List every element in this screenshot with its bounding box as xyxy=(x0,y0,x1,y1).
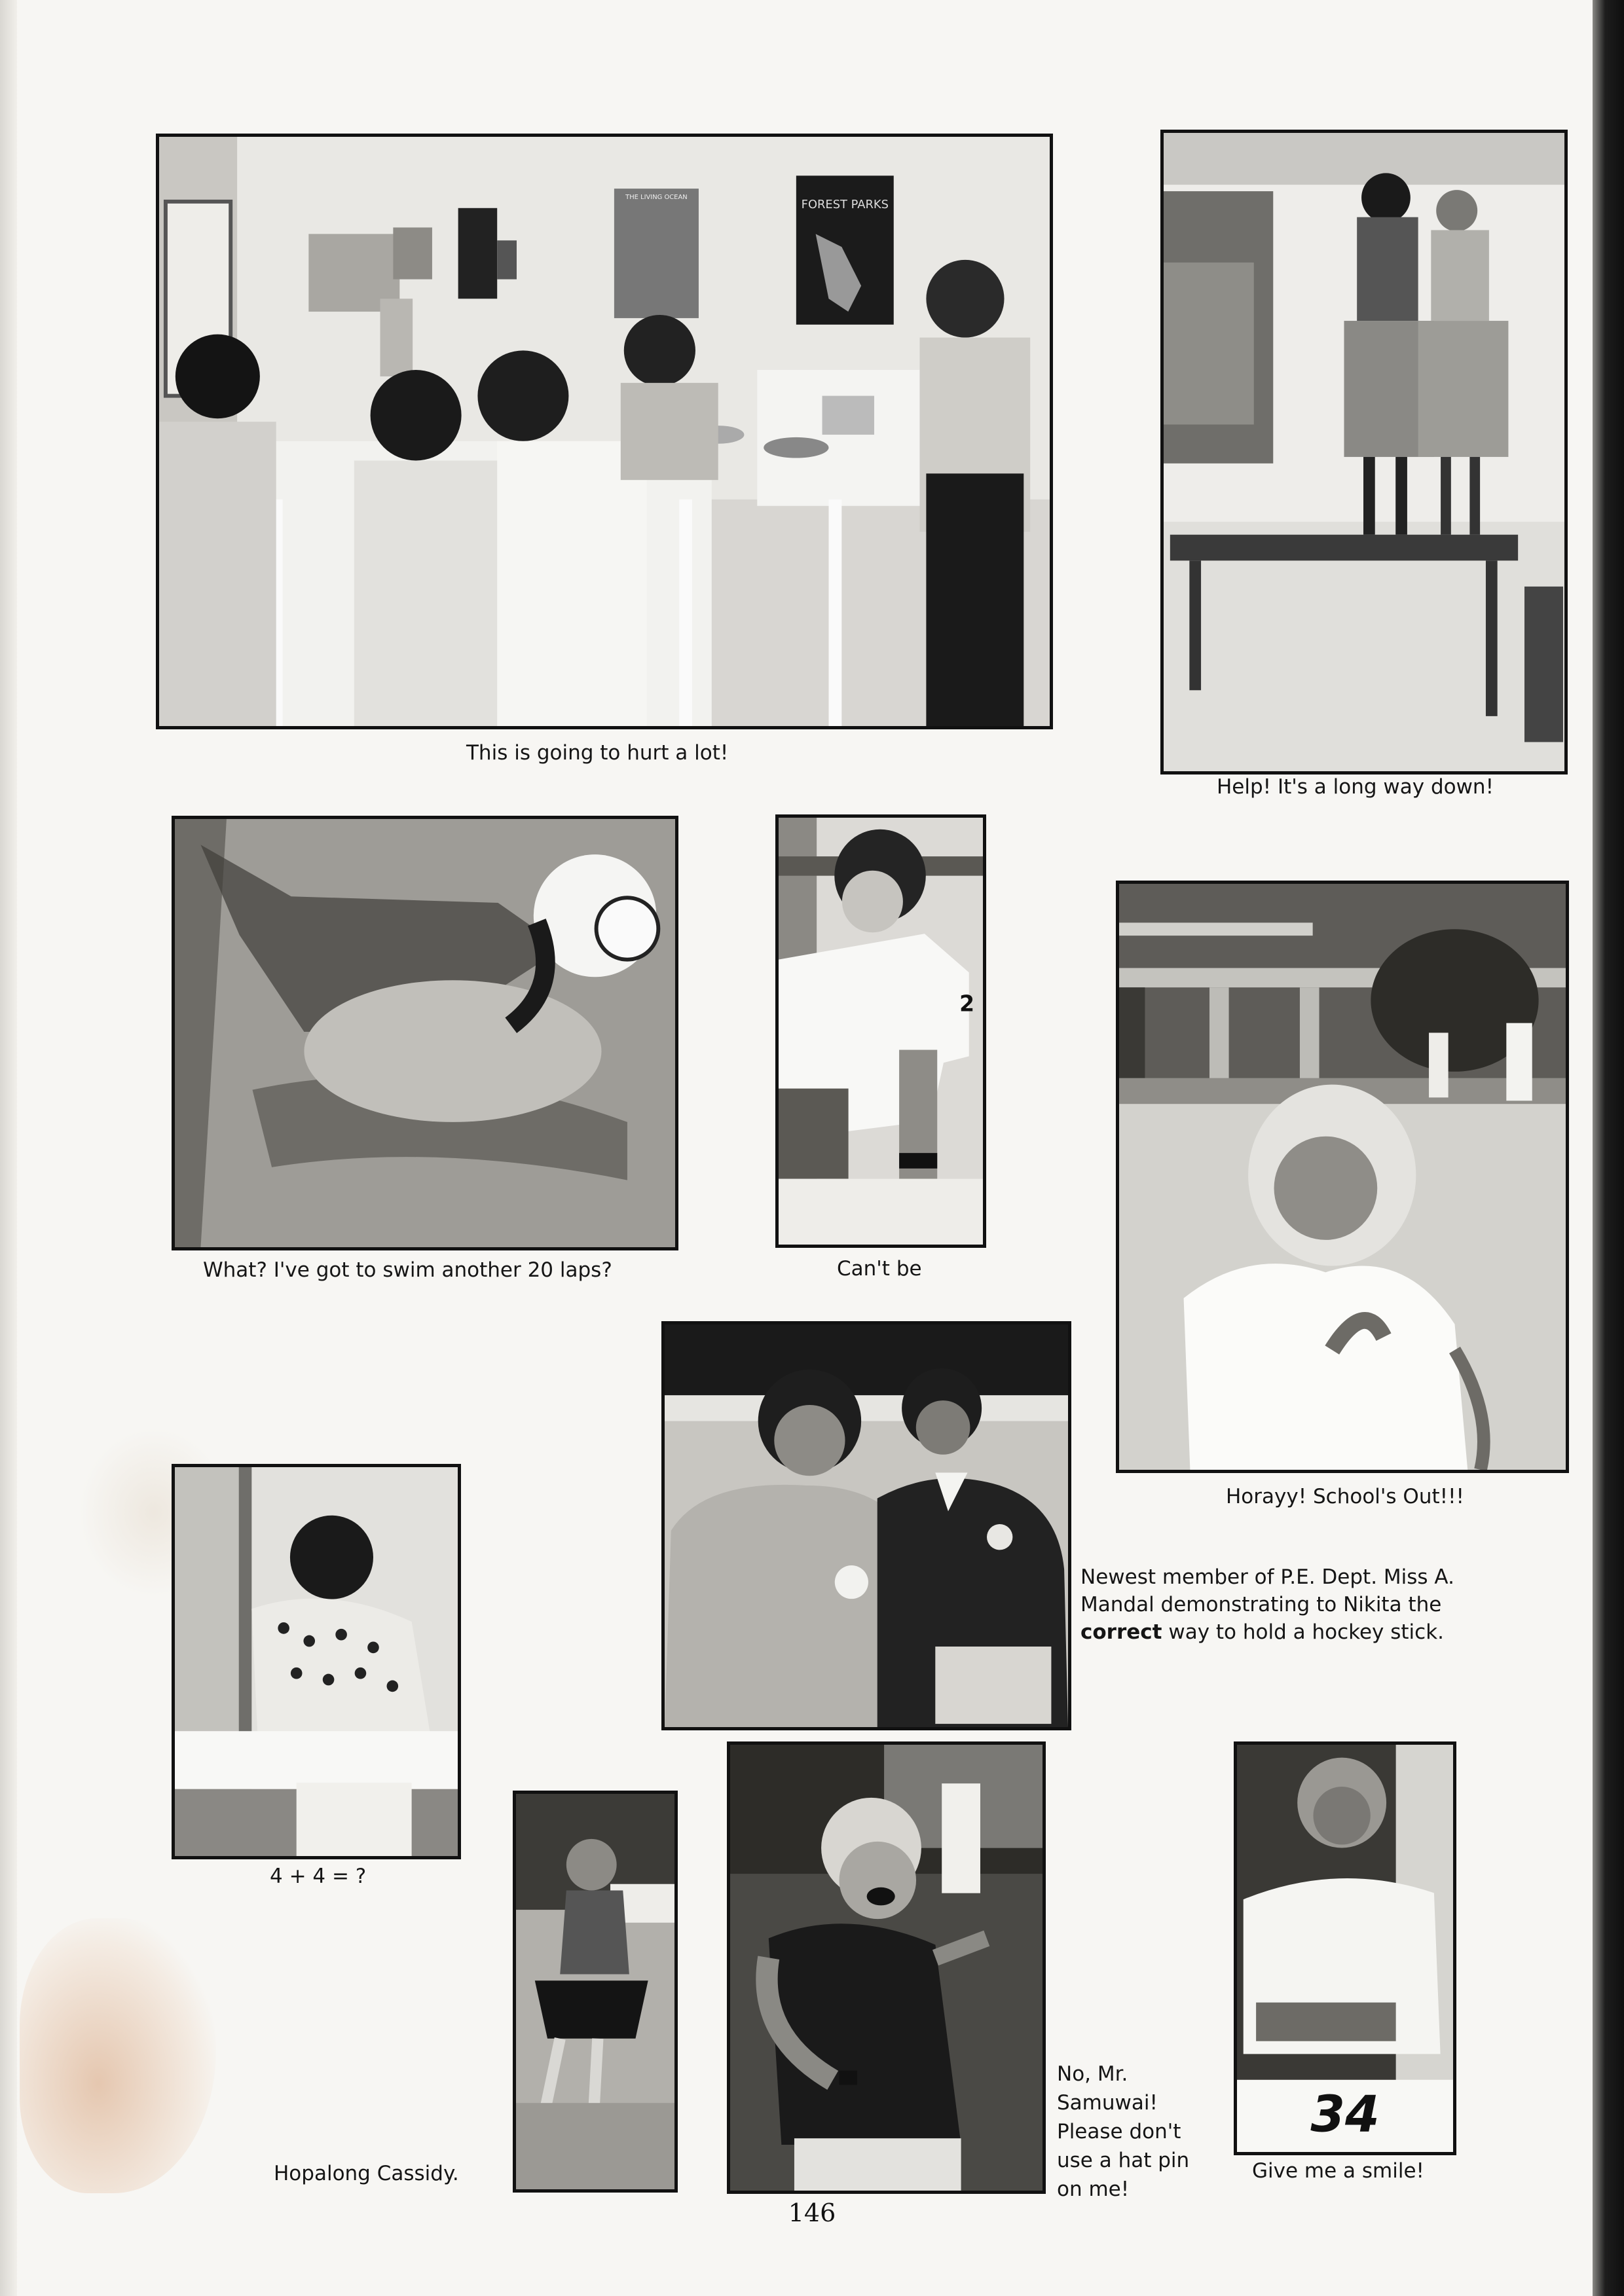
caption-school-out: Horayy! School's Out!!! xyxy=(1226,1485,1464,1508)
caption-math: 4 + 4 = ? xyxy=(270,1865,367,1888)
caption-hopalong: Hopalong Cassidy. xyxy=(274,2162,459,2185)
caption-hockey-end: way to hold a hockey stick. xyxy=(1162,1620,1445,1644)
page-number: 146 xyxy=(788,2198,836,2227)
classroom-image xyxy=(159,137,1050,726)
caption-hat-pin: No, Mr. Samuwai! Please don't use a hat pin on me! xyxy=(1057,2062,1190,2201)
photo-math xyxy=(172,1464,461,1859)
svg-text:2: 2 xyxy=(959,991,975,1017)
page-edge-left xyxy=(0,0,17,2296)
school-out-image xyxy=(1119,884,1566,1470)
poster-living-ocean xyxy=(614,189,699,318)
photo-table xyxy=(1160,130,1568,774)
hat-pin-image xyxy=(730,1745,1043,2191)
caption-swimmer: What? I've got to swim another 20 laps? xyxy=(203,1258,612,1282)
math-image xyxy=(175,1467,458,1856)
svg-text:FOREST PARKS: FOREST PARKS xyxy=(801,197,889,211)
photo-hat-pin xyxy=(727,1741,1046,2194)
photo-swimmer xyxy=(172,816,678,1250)
water-stain xyxy=(20,1918,216,2193)
photo-smile xyxy=(1234,1741,1456,2155)
smile-image xyxy=(1237,1745,1453,2152)
svg-text:THE LIVING OCEAN: THE LIVING OCEAN xyxy=(625,193,688,201)
photo-hopalong xyxy=(513,1791,678,2193)
hockey-image xyxy=(665,1324,1068,1727)
page-binding-edge xyxy=(1593,0,1624,2296)
svg-text:34: 34 xyxy=(1310,2085,1380,2143)
photo-classroom xyxy=(156,134,1053,729)
caption-smile: Give me a smile! xyxy=(1252,2159,1424,2183)
caption-table: Help! It's a long way down! xyxy=(1217,775,1494,799)
caption-cant-be: Can't be xyxy=(837,1257,922,1281)
swimmer-image xyxy=(175,819,675,1247)
poster-forest-parks xyxy=(796,175,894,324)
hopalong-image xyxy=(516,1794,674,2189)
photo-school-out xyxy=(1116,881,1569,1473)
table-image xyxy=(1164,133,1564,771)
caption-classroom: This is going to hurt a lot! xyxy=(466,741,729,765)
caption-hockey-text: Newest member of P.E. Dept. Miss A. Mandal demonstrating to Nikita the xyxy=(1080,1565,1454,1616)
caption-hockey-bold: correct xyxy=(1080,1620,1162,1644)
photo-cant-be xyxy=(775,814,986,1248)
caption-hockey xyxy=(1080,1563,1506,1646)
photo-hockey xyxy=(661,1321,1071,1730)
cant-be-image xyxy=(779,818,983,1245)
